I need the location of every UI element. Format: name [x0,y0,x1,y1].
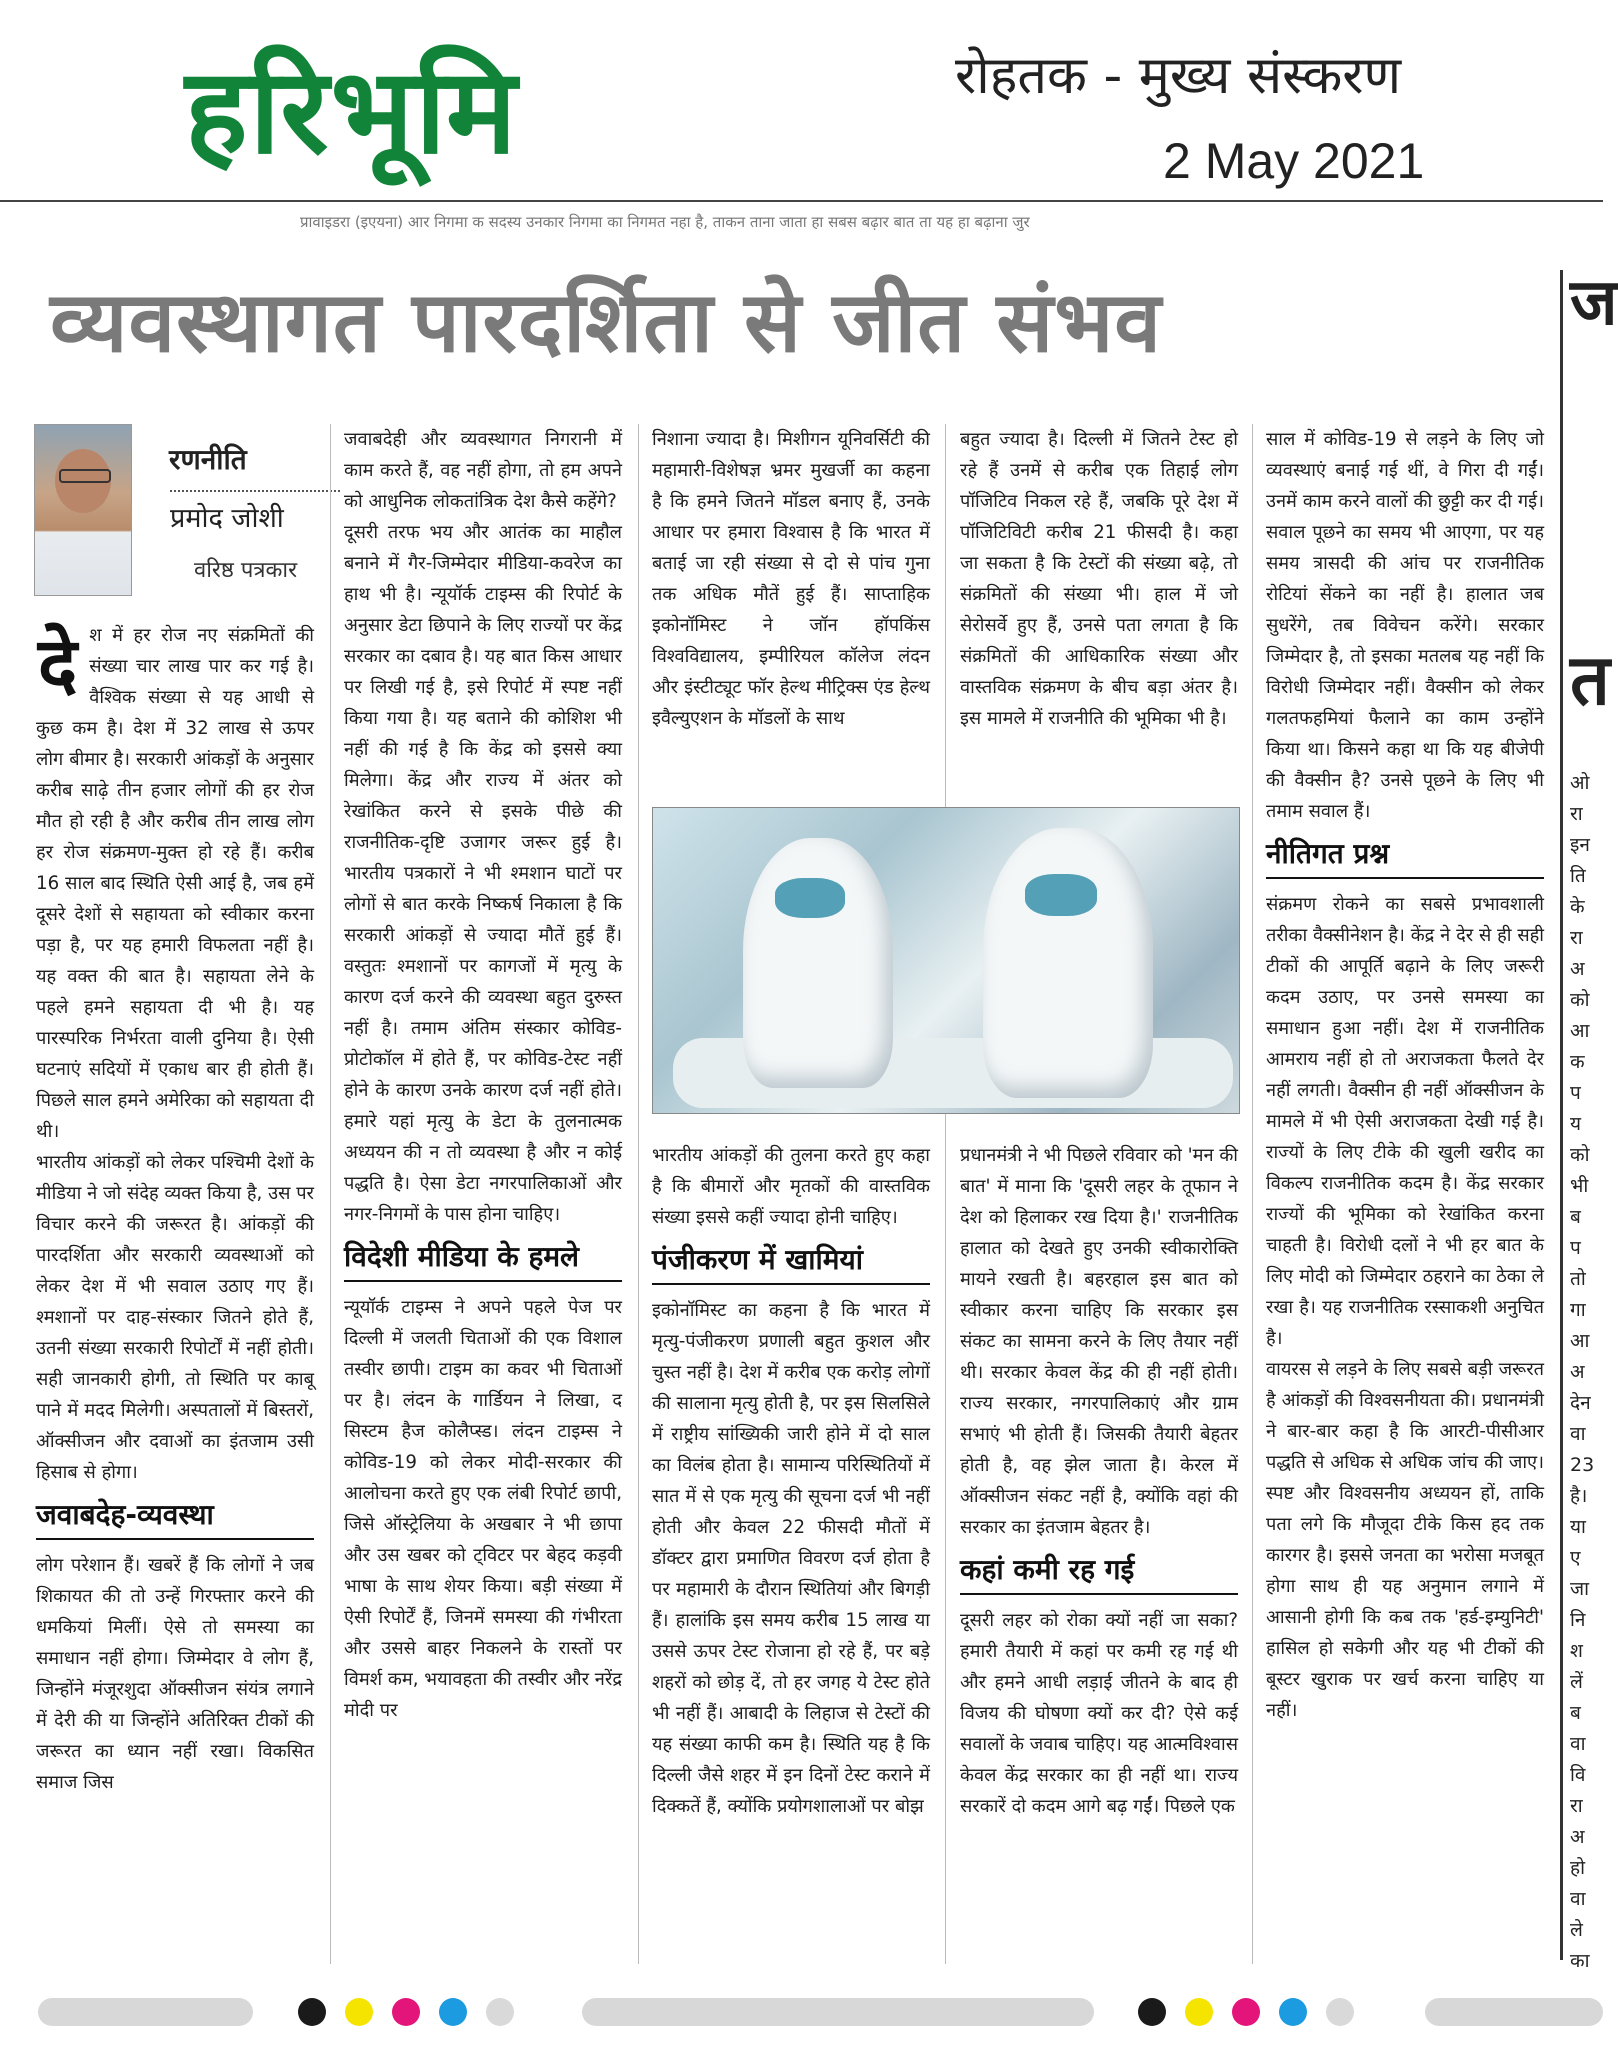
byline [34,424,344,596]
registration-dot [1185,1998,1213,2026]
adjacent-text-fragment: का [1570,1950,1590,1972]
article-paragraph: निशाना ज्यादा है। मिशीगन यूनिवर्सिटी की महामारी-विशेषज्ञ भ्रमर मुखर्जी का कहना है कि हमने जितने मॉडल बनाए हैं, उनके आधार पर हमारा विश्वास है कि भारत में बताई जा रही संख्या से दो से पांच गुना तक अधिक मौतें हुई हैं। साप्ताहिक इकोनॉमिस्ट ने जॉन हॉपकिंस विश्वविद्यालय, इम्पीरियल कॉलेज लंदन और इंस्टीट्यूट फॉर हेल्थ मीट्रिक्स एंड हेल्थ इवैल्युएशन के मॉडलों के साथ [652,429,930,729]
adjacent-text-fragment: जा [1570,1578,1590,1600]
column-divider [1252,424,1253,1964]
subheading: नीतिगत प्रश्न [1266,835,1544,879]
adjacent-text-fragment: वा [1570,1733,1586,1755]
adjacent-text-fragment: अ [1570,1361,1585,1383]
adjacent-article-text [1570,768,1603,1972]
article-paragraph: न्यूयॉर्क टाइम्स ने अपने पहले पेज पर दिल्ली में जलती चिताओं की एक विशाल तस्वीर छापी। टाइम का कवर भी चिताओं पर है। लंदन के गार्डियन ने लिखा, द सिस्टम हैज कोलैप्स्ड। लंदन टाइम्स ने कोविड-19 को लेकर मोदी-सरकार की आलोचना करते हुए एक लंबी रिपोर्ट छापी, जिसे ऑस्ट्रेलिया के अखबार ने भी छापा और उस खबर को ट्विटर पर बेहद कड़वी भाषा के साथ शेयर किया। बड़ी संख्या में ऐसी रिपोर्टें हैं, जिनमें समस्या की गंभीरता और उससे बाहर निकलने के रास्तों पर विमर्श कम, भयावहता की तस्वीर और नरेंद्र मोदी पर [344,1297,622,1721]
article-paragraph: दूसरी लहर को रोका क्यों नहीं जा सका? हमारी तैयारी में कहां पर कमी रह गई थी और हमने आधी लड़ाई जीतने के बाद ही विजय की घोषणा क्यों कर दी? ऐसे कई सवालों के जवाब चाहिए। यह आत्मविश्वास केवल केंद्र सरकार का ही नहीं था। राज्य सरकारें दो कदम आगे बढ़ गईं। पिछले एक [960,1610,1238,1817]
adjacent-text-fragment: को [1570,1144,1590,1166]
column-kicker: रणनीति [169,443,247,476]
registration-dot [392,1998,420,2026]
article-paragraph: इकोनॉमिस्ट का कहना है कि भारत में मृत्यु-पंजीकरण प्रणाली बहुत कुशल और चुस्त नहीं है। देश में करीब एक करोड़ लोगों की सालाना मृत्यु होती है, पर इस सिलसिले में राष्ट्रीय सांख्यिकी जारी होने में दो साल का विलंब होता है। सामान्य परिस्थितियों में सात में से एक मृत्यु की सूचना दर्ज भी नहीं होती और केवल 22 फीसदी मौतों में डॉक्टर द्वारा प्रमाणित विवरण दर्ज होता है पर महामारी के दौरान स्थितियां और बिगड़ी हैं। हालांकि इस समय करीब 15 लाख या उससे ऊपर टेस्ट रोजाना हो रहे हैं, पर बड़े शहरों को छोड़ दें, तो हर जगह ये टेस्ट होते भी नहीं हैं। आबादी के लिहाज से टेस्टों की यह संख्या काफी कम है। स्थिति यह है कि दिल्ली जैसे शहर में इन दिनों टेस्ट कराने में दिक्कतें हैं, क्योंकि प्रयोगशालाओं पर बोझ [652,1300,930,1817]
masthead-divider [0,200,1603,202]
article-headline: व्यवस्थागत पारदर्शिता से जीत संभव [50,273,1162,371]
adjacent-text-fragment: गा [1570,1299,1586,1321]
registration-dot [439,1998,467,2026]
registration-bar [38,1998,253,2026]
adjacent-text-fragment: क [1570,1051,1585,1073]
photo-health-worker [743,838,893,1088]
adjacent-text-fragment: रा [1570,803,1583,825]
article-paragraph: बहुत ज्यादा है। दिल्ली में जितने टेस्ट हो रहे हैं उनमें से करीब एक तिहाई लोग पॉजिटिव निकल रहे हैं, जबकि पूरे देश में पॉजिटिविटी करीब 21 फीसदी है। कहा जा सकता है कि टेस्टों की संख्या बढ़े, तो संक्रमितों की संख्या भी। हाल में जो सेरोसर्वे हुए हैं, उनसे पता लगता है कि संक्रमितों की आधिकारिक संख्या और वास्तविक संक्रमण के बीच बड़ा अंतर है। इस मामले में राजनीति की भूमिका भी है। [960,429,1238,729]
registration-dot [345,1998,373,2026]
article-column-3-bottom [652,1140,930,1965]
masthead [0,0,1603,200]
author-title: वरिष्ठ पत्रकार [194,558,298,583]
adjacent-text-fragment: रा [1570,1795,1583,1817]
adjacent-text-fragment: हो [1570,1857,1586,1879]
adjacent-text-fragment: ति [1570,865,1586,887]
adjacent-headline-fragment: ज [1570,266,1618,340]
registration-bar [1425,1998,1603,2026]
adjacent-text-fragment: अ [1570,1826,1585,1848]
adjacent-text-fragment: ओ [1570,772,1590,794]
adjacent-text-fragment: श [1570,1640,1583,1662]
article-column-2 [344,424,622,1964]
photo-face-shield [1025,874,1097,916]
adjacent-article-divider [1560,270,1563,1960]
subheading: जवाबदेह-व्यवस्था [36,1496,314,1540]
adjacent-text-fragment: देन [1570,1392,1591,1414]
adjacent-text-fragment: नि [1570,1609,1586,1631]
article-column-4-top [960,424,1238,796]
registration-dot [298,1998,326,2026]
adjacent-text-fragment: तो [1570,1268,1586,1290]
author-photo [34,424,132,596]
adjacent-text-fragment: आ [1570,1020,1590,1042]
adjacent-text-fragment: वि [1570,1764,1586,1786]
adjacent-text-fragment: अ [1570,958,1585,980]
column-divider [638,424,639,1964]
subheading: कहां कमी रह गई [960,1551,1238,1595]
adjacent-text-fragment: प [1570,1237,1581,1259]
article-paragraph: लोग परेशान हैं। खबरें हैं कि लोगों ने जब शिकायत की तो उन्हें गिरफ्तार करने की धमकियां मिलीं। ऐसे तो समस्या का समाधान नहीं होगा। जिम्मेदार वे लोग हैं, जिन्होंने मंजूरशुदा ऑक्सीजन संयंत्र लगाने में देरी की या जिन्होंने अतिरिक्त टीकों की जरूरत का ध्यान नहीं रखा। विकसित समाज जिस [36,1555,314,1793]
adjacent-text-fragment: ए [1570,1547,1581,1569]
adjacent-text-fragment: के [1570,896,1585,918]
adjacent-text-fragment: आ [1570,1330,1590,1352]
adjacent-text-fragment: ब [1570,1702,1581,1724]
article-paragraph: जवाबदेही और व्यवस्थागत निगरानी में काम करते हैं, वह नहीं होगा, तो हम अपने को आधुनिक लोकतांत्रिक देश कैसे कहेंगे? [344,429,622,512]
subheading: पंजीकरण में खामियां [652,1241,930,1285]
adjacent-text-fragment: है। [1570,1485,1588,1507]
adjacent-text-fragment: या [1570,1516,1586,1538]
article-paragraph: साल में कोविड-19 से लड़ने के लिए जो व्यवस्थाएं बनाई गई थीं, वे गिरा दी गईं। उनमें काम करने वालों की छुट्टी कर दी गई। सवाल पूछने का समय भी आएगा, पर यह समय त्रासदी की आंच पर राजनीतिक रोटियां सेंकने का नहीं है। हालात जब सुधरेंगे, तब विवेचन करेंगे। सरकार जिम्मेदार है, तो इसका मतलब यह नहीं कि विरोधी जिम्मेदार नहीं। वैक्सीन को लेकर गलतफहमियां फैलाने का काम उन्होंने किया था। किसने कहा था कि यह बीजेपी की वैक्सीन है? उनसे पूछने के लिए भी तमाम सवाल हैं। [1266,429,1544,822]
column-divider [945,424,946,1964]
photo-health-worker [983,828,1153,1098]
adjacent-text-fragment: को [1570,989,1590,1011]
newspaper-logo: हरिभूमि [185,42,519,180]
edition-label: रोहतक - मुख्य संस्करण [955,46,1402,106]
previous-article-strip: प्रावाइडरा (इएयना) आर निगमा क सदस्य उनकार निगमा का निगमत नहा है, ताकन ताना जाता हा सबस बढ़ार बात ता यह हा बढ़ाना जुर [300,213,1030,231]
adjacent-text-fragment: वा [1570,1888,1586,1910]
edition-date: 2 May 2021 [1163,133,1425,189]
adjacent-text-fragment: ब [1570,1206,1581,1228]
registration-dot [486,1998,514,2026]
article-paragraph: भारतीय आंकड़ों को लेकर पश्चिमी देशों के मीडिया ने जो संदेह व्यक्त किया है, उस पर विचार करने की जरूरत है। आंकड़ों की पारदर्शिता और सरकारी व्यवस्थाओं को लेकर देश में भी सवाल उठाए गए हैं। श्मशानों पर दाह-संस्कार जितने होते हैं, उतनी संख्या सरकारी रिपोर्टों में नहीं होती। सही जानकारी होगी, तो स्थिति पर काबू पाने में मदद मिलेगी। अस्पतालों में बिस्तरों, ऑक्सीजन और दवाओं का इंतजाम उसी हिसाब से होगा। [36,1152,314,1483]
adjacent-text-fragment: वा [1570,1423,1586,1445]
drop-cap: दे [38,622,78,708]
adjacent-text-fragment: 23 [1570,1454,1595,1476]
article-paragraph: भारतीय आंकड़ों की तुलना करते हुए कहा है कि बीमारों और मृतकों की वास्तविक संख्या इससे कहीं ज्यादा होनी चाहिए। [652,1145,930,1228]
article-paragraph: प्रधानमंत्री ने भी पिछले रविवार को 'मन की बात' में माना कि 'दूसरी लहर के तूफान ने देश को हिलाकर रख दिया है।' राजनीतिक हालात को देखते हुए उनकी स्वीकारोक्ति मायने रखती है। बहरहाल इस बात को स्वीकार करना चाहिए कि सरकार इस संकट का सामना करने के लिए तैयार नहीं थी। सरकार केवल केंद्र की ही नहीं होती। राज्य सरकार, नगरपालिकाएं और ग्राम सभाएं भी होती हैं। जिसकी तैयारी बेहतर होती है, वह झेल जाता है। केरल में ऑक्सीजन संकट नहीं है, क्योंकि वहां की सरकार का इंतजाम बेहतर है। [960,1145,1238,1538]
adjacent-text-fragment: लें [1570,1671,1583,1693]
article-photo [652,807,1240,1114]
article-column-5 [1266,424,1544,1964]
author-divider [170,490,340,492]
article-paragraph: देश में हर रोज नए संक्रमितों की संख्या चार लाख पार कर गई है। वैश्विक संख्या से यह आधी से कुछ कम है। देश में 32 लाख से ऊपर लोग बीमार है। सरकारी आंकड़ों के अनुसार करीब साढ़े तीन हजार लोगों की हर रोज मौत हो रही है और करीब तीन लाख लोग हर रोज संक्रमण-मुक्त हो रहे हैं। करीब 16 साल बाद स्थिति ऐसी आई है, जब हमें दूसरे देशों से सहायता को स्वीकार करना पड़ा है, पर यह हमारी विफलता नहीं है। यह वक्त की बात है। सहायता लेने के पहले हमने सहायता दी भी है। यह पारस्परिक निर्भरता वाली दुनिया है। ऐसी घटनाएं सदियों में एकाध बार ही होती हैं। पिछले साल हमने अमेरिका को सहायता दी थी। [36,622,314,1142]
article-column-4-bottom [960,1140,1238,1965]
subheading: विदेशी मीडिया के हमले [344,1238,622,1282]
registration-dot [1138,1998,1166,2026]
registration-dot [1232,1998,1260,2026]
adjacent-text-fragment: य [1570,1113,1582,1135]
registration-bar [582,1998,1094,2026]
column-divider [330,424,331,1964]
registration-dot [1326,1998,1354,2026]
adjacent-text-fragment: प [1570,1082,1581,1104]
article-paragraph: संक्रमण रोकने का सबसे प्रभावशाली तरीका वैक्सीनेशन है। केंद्र ने देर से ही सही टीकों की आपूर्ति बढ़ाने के लिए जरूरी कदम उठाए, पर उनसे समस्या का समाधान हुआ नहीं। देश में राजनीतिक आमराय नहीं हो तो अराजकता फैलते देर नहीं लगती। वैक्सीन ही नहीं ऑक्सीजन के मामले में भी ऐसी अराजकता देखी गई है। राज्यों के लिए टीके की खुली खरीद का विकल्प राजनीतिक कदम है। केंद्र सरकार राज्यों की भूमिका को रेखांकित करना चाहती है। विरोधी दलों ने भी हर बात के लिए मोदी को जिम्मेदार ठहराने का ठेका ले रखा है। यह राजनीतिक रस्साकशी अनुचित है। [1266,894,1544,1349]
article-column-3-top [652,424,930,796]
article-paragraph: दूसरी तरफ भय और आतंक का माहौल बनाने में गैर-जिम्मेदार मीडिया-कवरेज का हाथ भी है। न्यूयॉर्क टाइम्स की रिपोर्ट के अनुसार डेटा छिपाने के लिए राज्यों पर केंद्र सरकार का दबाव है। यह बात किस आधार पर लिखी गई है, इसे रिपोर्ट में स्पष्ट नहीं किया गया है। यह बताने की कोशिश भी नहीं की गई है कि केंद्र को इससे क्या मिलेगा। केंद्र और राज्य में अंतर को रेखांकित करने से इसके पीछे की राजनीतिक-दृष्टि उजागर जरूर हुई है। भारतीय पत्रकारों ने भी श्मशान घाटों पर लोगों से बात करके निष्कर्ष निकाला है कि सरकारी आंकड़ों से ज्यादा मौतें हुई हैं। वस्तुतः श्मशानों पर कागजों में मृत्यु के कारण दर्ज करने की व्यवस्था बहुत दुरुस्त नहीं है। तमाम अंतिम संस्कार कोविड-प्रोटोकॉल में होते हैं, पर कोविड-टेस्ट नहीं होने के कारण उनके कारण दर्ज नहीं होते। हमारे यहां मृत्यु के डेटा के तुलनात्मक अध्ययन की न तो व्यवस्था है और न कोई पद्धति है। ऐसा डेटा नगरपालिकाओं और नगर-निगमों के पास होना चाहिए। [344,522,622,1225]
registration-dot [1279,1998,1307,2026]
adjacent-text-fragment: ले [1570,1919,1583,1941]
adjacent-text-fragment: इन [1570,834,1590,856]
adjacent-text-fragment: भी [1570,1175,1589,1197]
photo-face-shield [775,878,845,918]
author-name: प्रमोद जोशी [170,503,284,534]
adjacent-text-fragment: रा [1570,927,1583,949]
article-column-1 [36,620,314,1965]
article-paragraph: वायरस से लड़ने के लिए सबसे बड़ी जरूरत है आंकड़ों की विश्वसनीयता की। प्रधानमंत्री ने बार-बार कहा है कि आरटी-पीसीआर पद्धति से अधिक से अधिक जांच की जाए। स्पष्ट और विश्वसनीय अध्ययन हों, ताकि पता लगे कि मौजूदा टीके किस हद तक कारगर है। इससे जनता का भरोसा मजबूत होगा साथ ही यह अनुमान लगाने में आसानी होगी कि कब तक 'हर्ड-इम्युनिटी' हासिल हो सकेगी और यह भी टीकों की बूस्टर खुराक पर खर्च करना चाहिए या नहीं। [1266,1359,1544,1721]
adjacent-dropcap-fragment: त [1570,639,1610,721]
